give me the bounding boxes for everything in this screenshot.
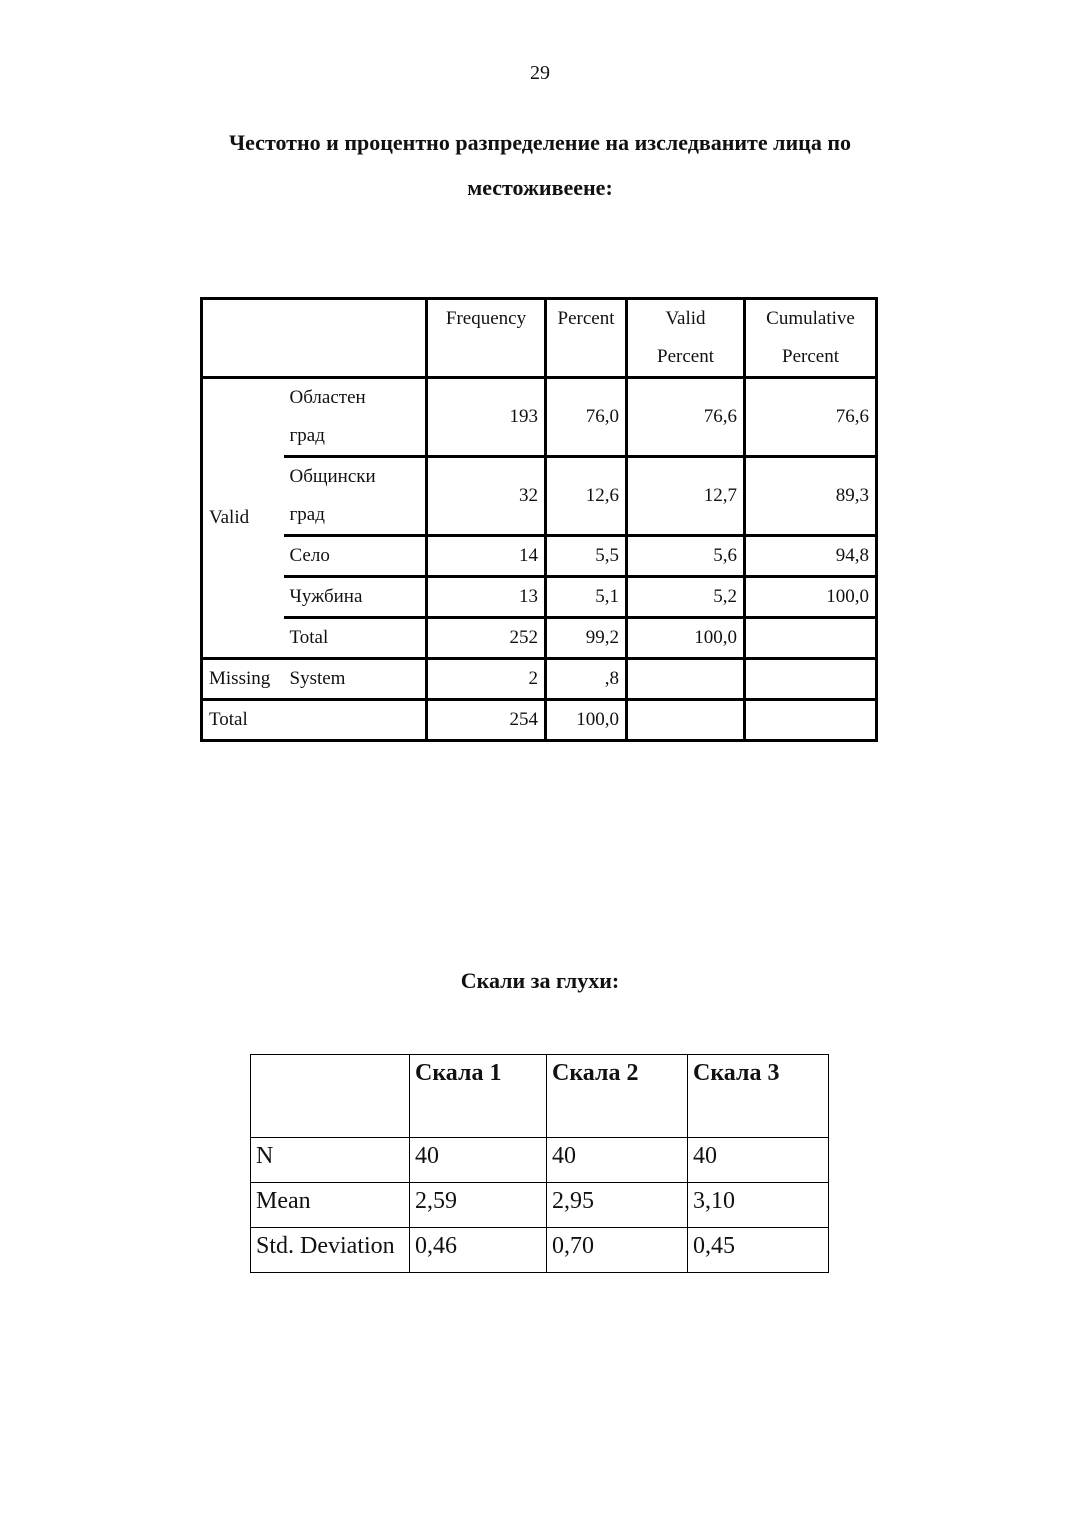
- valid-percent-cell: 5,6: [627, 536, 745, 577]
- value-cell: 40: [547, 1138, 688, 1183]
- row-label: N: [251, 1138, 410, 1183]
- table-row: [202, 536, 877, 577]
- percent-cell: 5,5: [546, 536, 627, 577]
- category-line-2: град: [289, 504, 325, 525]
- empty-cell: [627, 700, 745, 741]
- frequency-cell: 13: [427, 577, 546, 618]
- frequency-cell: 2: [427, 659, 546, 700]
- table-row: [202, 618, 877, 659]
- header-cumulative-line-1: Cumulative: [766, 308, 855, 329]
- table-row: [202, 457, 877, 536]
- value-cell: 2,95: [547, 1183, 688, 1228]
- frequency-cell: 32: [427, 457, 546, 536]
- percent-cell: ,8: [546, 659, 627, 700]
- missing-row: [202, 659, 877, 700]
- residence-frequency-table: [200, 297, 878, 742]
- table-title-line-2: местоживеене:: [467, 175, 613, 200]
- category-line-2: град: [289, 425, 325, 446]
- valid-percent-cell: 100,0: [627, 618, 745, 659]
- value-cell: 40: [688, 1138, 829, 1183]
- scales-title: Скали за глухи:: [460, 968, 620, 993]
- valid-percent-cell: 5,2: [627, 577, 745, 618]
- page-number: 29: [530, 62, 550, 84]
- frequency-cell: 254: [427, 700, 546, 741]
- total-row: [202, 700, 877, 741]
- header-frequency: Frequency: [427, 299, 546, 378]
- percent-cell: 76,0: [546, 378, 627, 457]
- empty-cell: [627, 659, 745, 700]
- empty-cell: [745, 659, 877, 700]
- missing-label: Missing: [202, 659, 284, 700]
- header-empty-cell: [202, 299, 427, 378]
- row-category: [284, 457, 427, 536]
- header-percent: Percent: [546, 299, 627, 378]
- value-cell: 3,10: [688, 1183, 829, 1228]
- cumulative-percent-cell: 100,0: [745, 577, 877, 618]
- scales-table: [250, 1054, 829, 1273]
- header-scale-3: Скала 3: [688, 1055, 829, 1138]
- valid-percent-cell: 76,6: [627, 378, 745, 457]
- frequency-cell: 252: [427, 618, 546, 659]
- frequency-cell: 14: [427, 536, 546, 577]
- row-category: Total: [284, 618, 427, 659]
- table-title-line-1: Честотно и процентно разпределение на изследваните лица по: [229, 130, 851, 155]
- percent-cell: 12,6: [546, 457, 627, 536]
- valid-group-label: Valid: [202, 378, 284, 659]
- category-line-1: Общински: [289, 466, 376, 487]
- scales-header-row: [251, 1055, 829, 1138]
- header-empty-cell: [251, 1055, 410, 1138]
- percent-cell: 100,0: [546, 700, 627, 741]
- table-row: [251, 1228, 829, 1273]
- missing-category: System: [284, 659, 427, 700]
- table-row: [202, 577, 877, 618]
- cumulative-percent-cell: 76,6: [745, 378, 877, 457]
- value-cell: 0,70: [547, 1228, 688, 1273]
- header-valid-percent-line-2: Percent: [657, 346, 714, 367]
- header-scale-1: Скала 1: [410, 1055, 547, 1138]
- valid-percent-cell: 12,7: [627, 457, 745, 536]
- header-valid-percent-line-1: Valid: [665, 308, 706, 329]
- table-row: [202, 378, 877, 457]
- row-label: Mean: [251, 1183, 410, 1228]
- row-category: [284, 378, 427, 457]
- row-category: Село: [284, 536, 427, 577]
- table-row: [251, 1138, 829, 1183]
- category-line-1: Областен: [289, 387, 366, 408]
- row-category: Чужбина: [284, 577, 427, 618]
- total-label: Total: [202, 700, 427, 741]
- header-cumulative-line-2: Percent: [782, 346, 839, 367]
- value-cell: 2,59: [410, 1183, 547, 1228]
- value-cell: 0,45: [688, 1228, 829, 1273]
- empty-cell: [745, 700, 877, 741]
- table-header-row: [202, 299, 877, 378]
- header-valid-percent: [627, 299, 745, 378]
- value-cell: 40: [410, 1138, 547, 1183]
- cumulative-percent-cell: [745, 618, 877, 659]
- header-cumulative-percent: [745, 299, 877, 378]
- header-scale-2: Скала 2: [547, 1055, 688, 1138]
- frequency-cell: 193: [427, 378, 546, 457]
- percent-cell: 99,2: [546, 618, 627, 659]
- row-label: Std. Deviation: [251, 1228, 410, 1273]
- cumulative-percent-cell: 89,3: [745, 457, 877, 536]
- value-cell: 0,46: [410, 1228, 547, 1273]
- percent-cell: 5,1: [546, 577, 627, 618]
- table-row: [251, 1183, 829, 1228]
- cumulative-percent-cell: 94,8: [745, 536, 877, 577]
